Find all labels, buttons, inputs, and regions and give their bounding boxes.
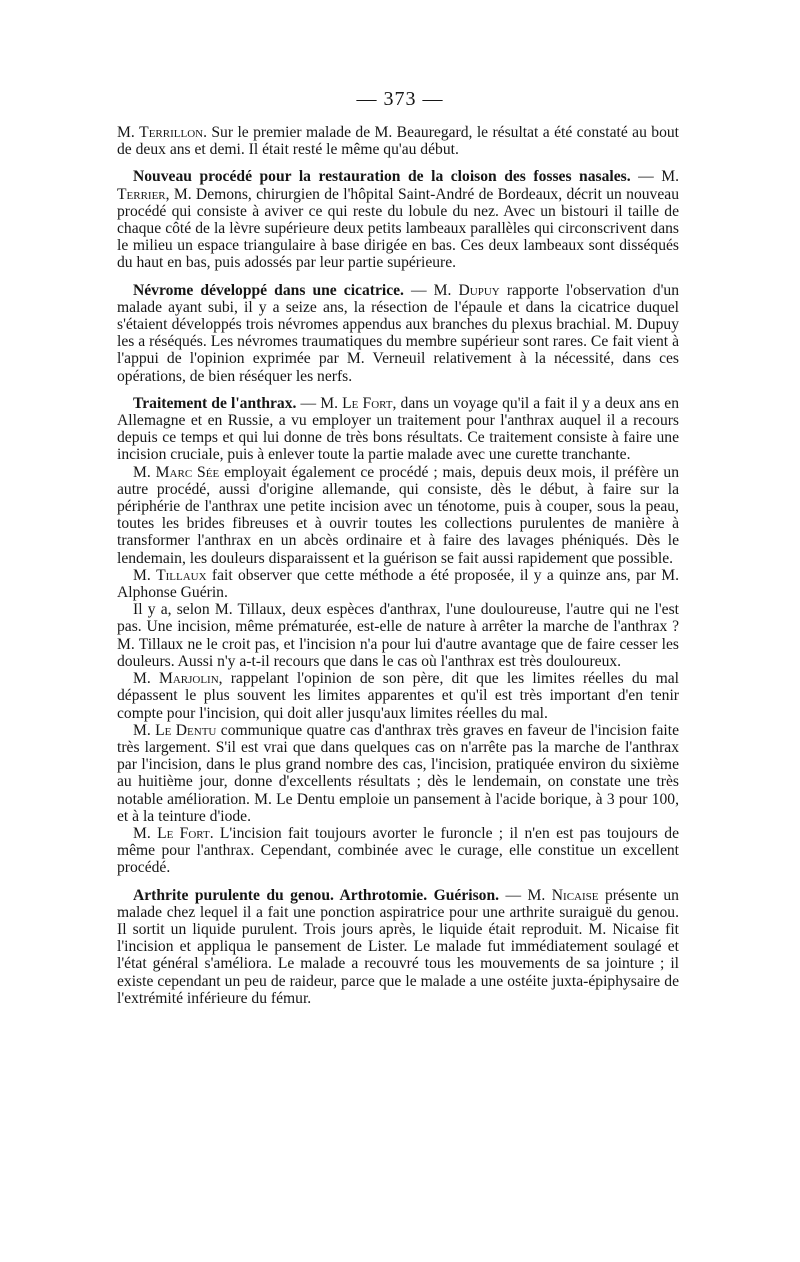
text-run: communique quatre cas d'anthrax très graves en faveur de l'incision faite très largement. S'il est vrai que dans quelques cas on n'arrête pas la marche de l'anthrax par l'incision, dans le plus grand nombre des cas, l'incision, pratiquée environ du sixième au huitième jour, donne d'excellents résultats ; dès le lendemain, on constate une très notable amélioration. M. Le Dentu emploie un pansement à l'acide borique, à 3 pour 100, et à la teinture d'iode.	[117, 721, 680, 825]
author-name: Le Dentu	[155, 721, 217, 739]
paragraph	[117, 601, 679, 670]
text-run: M.	[133, 463, 156, 481]
author-name: Tillaux	[156, 566, 207, 584]
text-run: Il y a, selon M. Tillaux, deux espèces d'anthrax, l'une douloureuse, l'autre qui ne l'est pas. Une incision, même prématurée, est-elle de nature à arrêter la marche de l'anthrax ? M. Tillaux ne le croit pas, et l'incision n'a pour lui d'autre avantage que de faire cesser les douleurs. Aussi n'y a-t-il recours que dans le cas où l'anthrax est très douloureux.	[117, 601, 679, 670]
text-run: , rappelant l'opinion de son père, dit que les limites réelles du mal dépassent le plus souvent les limites apparentes et qu'il est très important d'en tenir compte pour l'incision, qui doit aller jusqu'aux limites réelles du mal.	[117, 670, 679, 722]
text-run: M.	[133, 670, 159, 688]
paragraph	[117, 395, 679, 464]
paragraph	[117, 670, 679, 722]
text-run: , M. Demons, chirurgien de l'hôpital Saint-André de Bordeaux, décrit un nouveau procédé qui consiste à aviver ce qui reste du lobule du nez. Avec un bistouri il taille de chaque côté de la lèvre supérieure deux petits lambeaux parallèles qui circonscrivent dans le milieu un espace triangulaire à base dirigée en bas. Ces deux lambeaux sont disséqués du haut en bas, puis adossés par leur partie supérieure.	[117, 185, 679, 272]
section-heading: Arthrite purulente du genou. Arthrotomie. Guérison.	[133, 886, 500, 904]
paragraph	[117, 567, 679, 601]
text-run: — M.	[403, 281, 459, 299]
text-run: M.	[133, 824, 158, 842]
text-run: présente un malade chez lequel il a fait une ponction aspiratrice pour une arthrite suraiguë du genou. Il sortit un liquide purulent. Trois jours après, le liquide était reproduit. M. Nicaise fit l'incision et appliqua le pansement de Lister. Le malade fut immédiatement soulagé et l'état général s'améliora. Le malade a recouvré tous les mouvements de sa jointure ; il existe cependant un peu de raideur, parce que le malade a une ostéite juxta-épiphysaire de l'extrémité inférieure du fémur.	[117, 886, 679, 1007]
text-run: — M.	[630, 168, 679, 186]
text-run: M.	[133, 566, 157, 584]
paragraph	[117, 722, 679, 825]
paragraph	[117, 464, 679, 567]
paragraph	[117, 282, 679, 385]
author-name: Terrier	[117, 185, 166, 203]
text-run: M.	[117, 124, 140, 141]
author-name: Le Fort	[342, 394, 393, 412]
text-run: employait également ce procédé ; mais, depuis deux mois, il préfère un autre procédé, aussi d'origine allemande, qui consiste, dès le début, à faire sur la périphérie de l'anthrax une petite incision avec un ténotome, puis à couper, sous la peau, toutes les brides fibreuses et à ouvrir toutes les collections purulentes de manière à transformer l'anthrax en un abcès ordinaire et à faire des lavages phéniqués. Dès le lendemain, les douleurs disparaissent et la guérison se fait aussi rapidement que possible.	[117, 463, 679, 567]
paragraph	[117, 168, 679, 271]
author-name: Nicaise	[551, 886, 599, 904]
page-number: — 373 —	[356, 88, 444, 110]
text-run: . L'incision fait toujours avorter le furoncle ; il n'en est pas toujours de même pour l'anthrax. Cependant, combinée avec le curage, elle constitue un excellent procédé.	[117, 824, 680, 877]
section-heading: Traitement de l'anthrax.	[133, 394, 297, 412]
paragraph	[117, 825, 679, 877]
text-run: rapporte l'observation d'un malade ayant subi, il y a seize ans, la résection de l'épaule et dans la cicatrice duquel s'étaient développés trois névromes appendus aux branches du plexus brachial. M. Dupuy les a réséqués. Les névromes traumatiques du membre supérieur sont rares. Ce fait vient à l'appui de l'opinion exprimée par M. Verneuil relativement à la nécessité, dans ces opérations, de bien réséquer les nerfs.	[117, 281, 680, 385]
paragraph	[117, 124, 679, 158]
section-heading: Névrome développé dans une cicatrice.	[133, 281, 404, 299]
text-run: . Sur le premier malade de M. Beauregard, le résultat a été constaté au bout de deux ans et demi. Il était resté le même qu'au début.	[117, 124, 679, 159]
section-heading: Nouveau procédé pour la restauration de la cloison des fosses nasales.	[133, 168, 631, 186]
author-name: Marc Sée	[155, 463, 220, 481]
author-name: Le Fort	[157, 824, 210, 842]
text-run: — M.	[499, 886, 552, 904]
text-column	[117, 124, 679, 1007]
author-name: Dupuy	[458, 281, 500, 299]
text-run: fait observer que cette méthode a été proposée, il y a quinze ans, par M. Alphonse Guérin.	[117, 566, 679, 602]
author-name: Marjolin	[158, 670, 219, 688]
paragraph	[117, 887, 679, 1007]
text-run: — M.	[296, 394, 343, 412]
text-run: , dans un voyage qu'il a fait il y a deux ans en Allemagne et en Russie, a vu employer un traitement pour l'anthrax auquel il a recours depuis ce temps et qui lui donne de très bons résultats. Ce traitement consiste à faire une incision cruciale, puis à enlever toute la partie malade avec une curette tranchante.	[117, 394, 680, 464]
author-name: Terrillon	[139, 124, 204, 141]
text-run: M.	[133, 721, 156, 739]
